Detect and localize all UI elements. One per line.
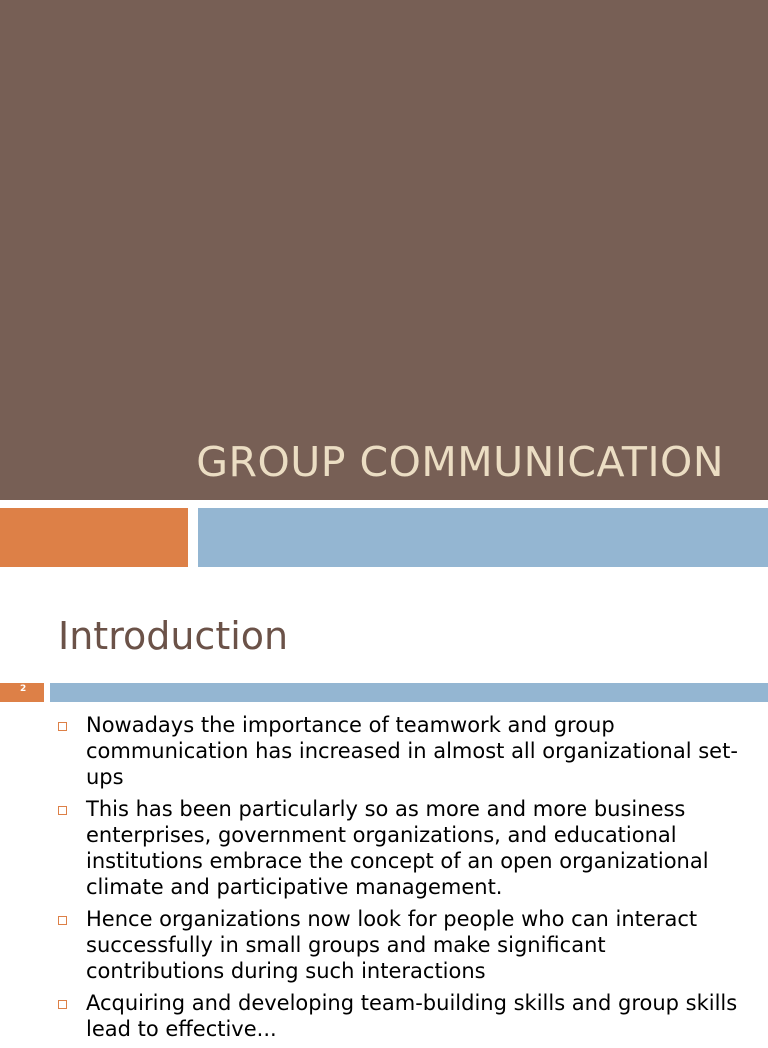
bullet-item bbox=[58, 796, 748, 900]
section-heading: Introduction bbox=[58, 614, 289, 658]
bullet-text: This has been particularly so as more and more business enterprises, government organizations, and educational institutions embrace the concept of an open organizational climate and participative management. bbox=[86, 797, 709, 899]
square-bullet-icon bbox=[58, 722, 67, 731]
slide-title: GROUP COMMUNICATION bbox=[196, 438, 724, 486]
orange-accent-bar bbox=[0, 508, 188, 567]
title-slide bbox=[0, 0, 768, 500]
square-bullet-icon bbox=[58, 1000, 67, 1009]
blue-accent-bar bbox=[198, 508, 768, 567]
header-rule-bar bbox=[50, 683, 768, 702]
slide-number: 2 bbox=[20, 684, 27, 694]
bullet-item bbox=[58, 906, 748, 984]
bullet-text: Hence organizations now look for people who can interact successfully in small groups and make significant contributions during such interactions bbox=[86, 907, 698, 983]
bullet-text: Acquiring and developing team-building skills and group skills lead to effective... bbox=[86, 991, 738, 1041]
square-bullet-icon bbox=[58, 916, 67, 925]
bullet-list bbox=[58, 712, 748, 1048]
bullet-item bbox=[58, 712, 748, 790]
square-bullet-icon bbox=[58, 806, 67, 815]
bullet-item bbox=[58, 990, 748, 1042]
bullet-text: Nowadays the importance of teamwork and group communication has increased in almost all organizational set-ups bbox=[86, 713, 738, 789]
